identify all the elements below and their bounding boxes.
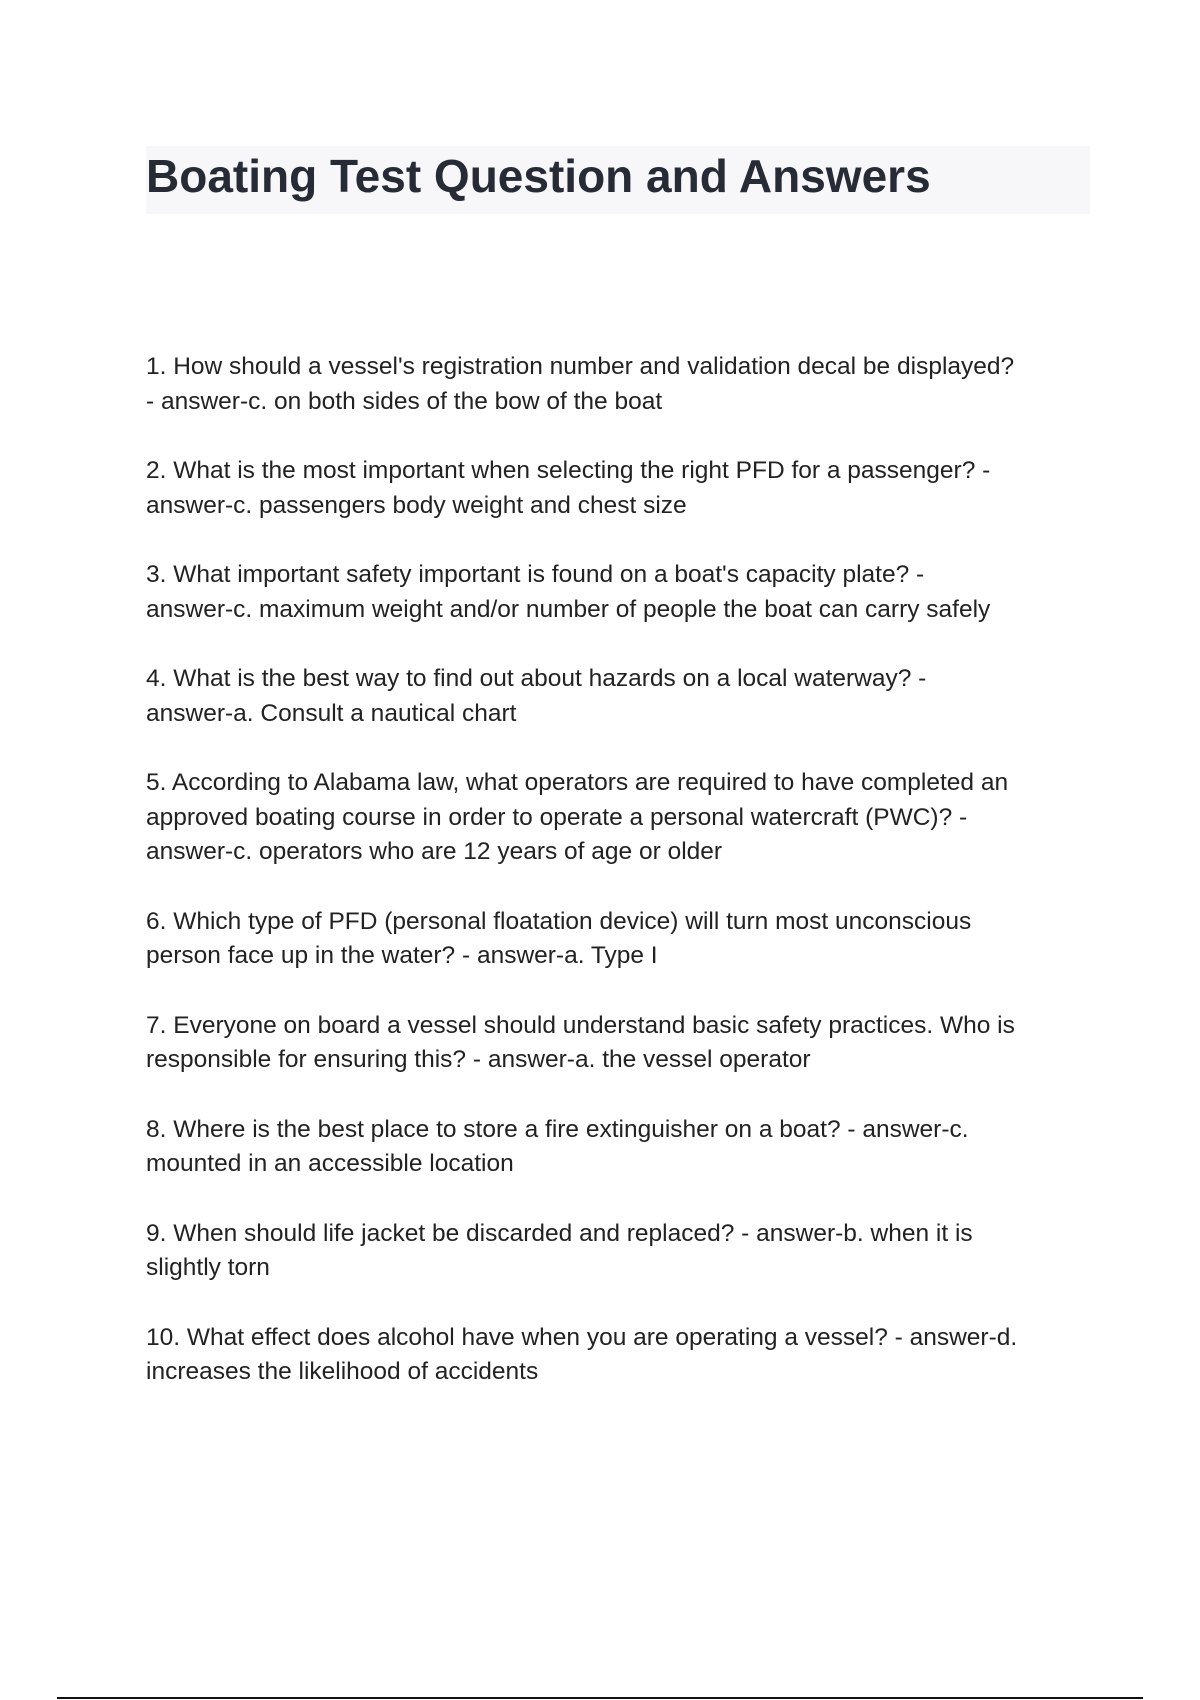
qa-item bbox=[146, 558, 1090, 627]
qa-line: 9. When should life jacket be discarded and replaced? - answer-b. when it is bbox=[146, 1219, 973, 1247]
qa-line: approved boating course in order to operate a personal watercraft (PWC)? - bbox=[146, 803, 968, 831]
qa-line: 3. What important safety important is found on a boat's capacity plate? - bbox=[146, 561, 925, 588]
qa-item bbox=[146, 1113, 1090, 1182]
qa-item bbox=[146, 350, 1090, 419]
qa-item bbox=[146, 1321, 1090, 1390]
qa-line: 1. How should a vessel's registration number and validation decal be displayed? bbox=[146, 353, 1015, 380]
qa-line: person face up in the water? - answer-a. Type I bbox=[146, 942, 658, 970]
qa-line: mounted in an accessible location bbox=[146, 1150, 514, 1178]
qa-line: 5. According to Alabama law, what operators are required to have completed an bbox=[146, 769, 1009, 796]
qa-line: answer-c. passengers body weight and chest size bbox=[146, 491, 687, 519]
qa-item bbox=[146, 662, 1090, 731]
qa-item bbox=[146, 1217, 1090, 1286]
qa-line: - answer-c. on both sides of the bow of the boat bbox=[146, 387, 663, 415]
qa-list bbox=[146, 350, 1090, 1425]
qa-item bbox=[146, 1009, 1090, 1078]
qa-line: increases the likelihood of accidents bbox=[146, 1358, 539, 1386]
qa-line: 4. What is the best way to find out about hazards on a local waterway? - bbox=[146, 665, 927, 692]
qa-line: responsible for ensuring this? - answer-a. the vessel operator bbox=[146, 1046, 811, 1074]
qa-line: 10. What effect does alcohol have when you are operating a vessel? - answer-d. bbox=[146, 1323, 1018, 1351]
qa-item bbox=[146, 454, 1090, 523]
qa-line: 2. What is the most important when selecting the right PFD for a passenger? - bbox=[146, 457, 991, 484]
qa-line: answer-c. operators who are 12 years of age or older bbox=[146, 838, 723, 866]
qa-line: answer-c. maximum weight and/or number of people the boat can carry safely bbox=[146, 595, 991, 623]
qa-line: 7. Everyone on board a vessel should understand basic safety practices. Who is bbox=[146, 1011, 1015, 1039]
qa-line: 8. Where is the best place to store a fire extinguisher on a boat? - answer-c. bbox=[146, 1115, 969, 1143]
page-divider bbox=[57, 1697, 1143, 1699]
qa-item bbox=[146, 766, 1090, 870]
qa-line: slightly torn bbox=[146, 1254, 270, 1282]
qa-line: answer-a. Consult a nautical chart bbox=[146, 699, 517, 727]
qa-item bbox=[146, 905, 1090, 974]
qa-line: 6. Which type of PFD (personal floatation device) will turn most unconscious bbox=[146, 907, 972, 935]
document-title: Boating Test Question and Answers bbox=[146, 150, 931, 202]
